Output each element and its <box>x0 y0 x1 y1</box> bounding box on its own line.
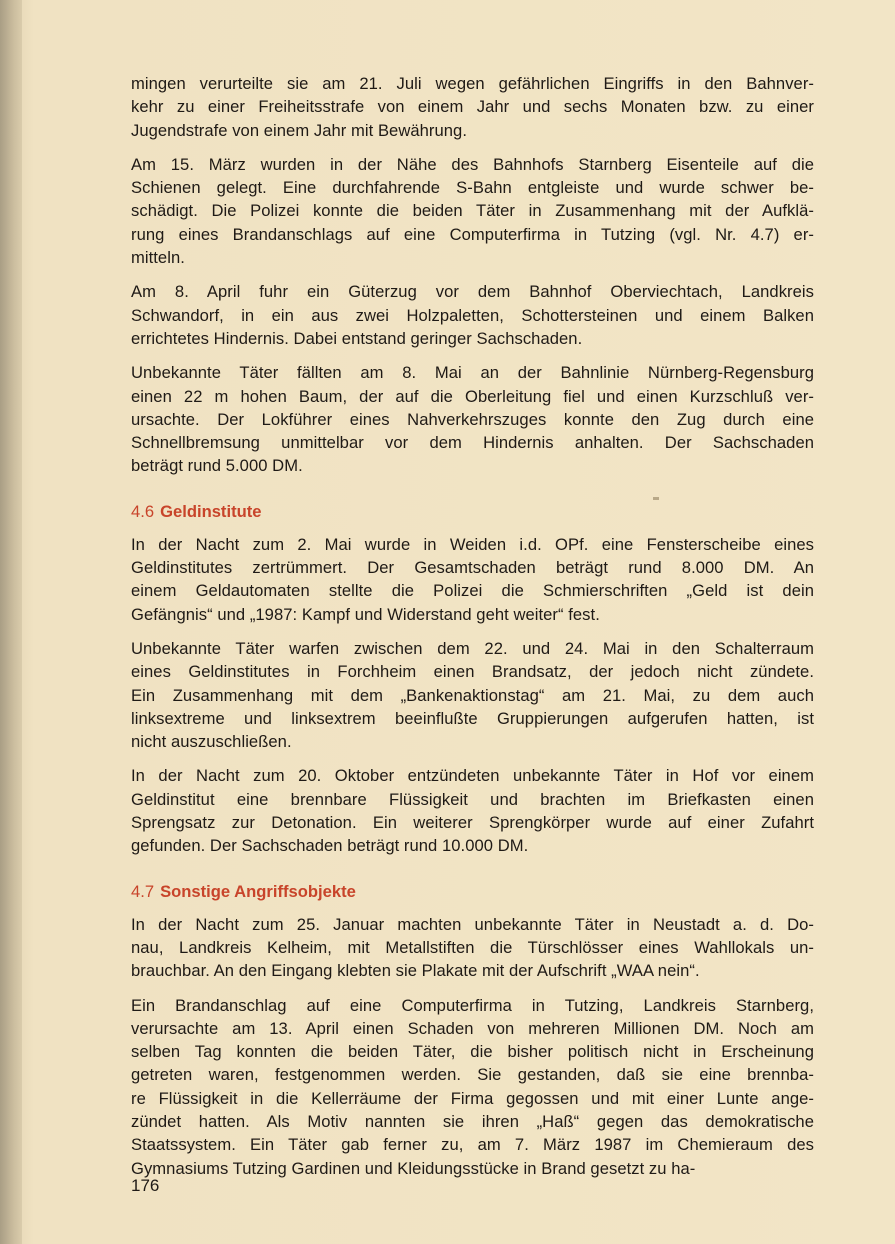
text-line: rung eines Brandanschlags auf eine Computerfirma in Tutzing (vgl. Nr. 4.7) er- <box>131 224 814 244</box>
section-number: 4.7 <box>131 881 155 901</box>
text-line: re Flüssigkeit in die Kellerräume der Firma gegossen und mit einer Lunte ange- <box>131 1088 814 1108</box>
section-number: 4.6 <box>131 501 155 521</box>
text-line: schädigt. Die Polizei konnte die beiden Täter in Zusammenhang mit der Aufklä- <box>131 201 814 221</box>
page-body <box>131 72 814 1191</box>
text-line: Geldinstitut eine brennbare Flüssigkeit und brachten im Briefkasten einen <box>131 789 814 809</box>
text-line: getreten waren, festgenommen werden. Sie gestanden, daß sie eine brennba- <box>131 1065 814 1085</box>
text-line: Sprengsatz zur Detonation. Ein weiterer Sprengkörper wurde auf einer Zufahrt <box>131 813 814 833</box>
text-line: brauchbar. An den Eingang klebten sie Plakate mit der Aufschrift „WAA nein“. <box>131 961 700 981</box>
paragraph <box>131 533 814 626</box>
text-line: Unbekannte Täter warfen zwischen dem 22. und 24. Mai in den Schalterraum <box>131 638 814 658</box>
scan-binding-edge <box>0 0 22 1244</box>
text-line: einen 22 m hohen Baum, der auf die Oberleitung fiel und einen Kurzschluß ver- <box>131 386 814 406</box>
text-line: In der Nacht zum 25. Januar machten unbekannte Täter in Neustadt a. d. Do- <box>131 914 814 934</box>
paragraph <box>131 913 814 983</box>
text-line: Staatssystem. Ein Täter gab ferner zu, am 7. März 1987 im Chemieraum des <box>131 1135 814 1155</box>
text-line: linksextreme und linksextrem beeinflußte Gruppierungen aufgerufen hatten, ist <box>131 708 814 728</box>
text-line: Schwandorf, in ein aus zwei Holzpaletten, Schottersteinen und einem Balken <box>131 305 814 325</box>
section-heading <box>131 880 814 903</box>
text-line: Geldinstitutes zertrümmert. Der Gesamtschaden beträgt rund 8.000 DM. An <box>131 558 814 578</box>
text-line: gefunden. Der Sachschaden beträgt rund 10.000 DM. <box>131 836 529 856</box>
text-line: In der Nacht zum 2. Mai wurde in Weiden i.d. OPf. eine Fensterscheibe eines <box>131 534 814 554</box>
paragraph <box>131 153 814 269</box>
paragraph <box>131 280 814 350</box>
text-line: kehr zu einer Freiheitsstrafe von einem Jahr und sechs Monaten bzw. zu einer <box>131 97 814 117</box>
text-line: nicht auszuschließen. <box>131 732 292 752</box>
paragraph <box>131 361 814 477</box>
paragraph <box>131 72 814 142</box>
text-line: errichtetes Hindernis. Dabei entstand geringer Sachschaden. <box>131 328 583 348</box>
text-line: Schienen gelegt. Eine durchfahrende S-Bahn entgleiste und wurde schwer be- <box>131 178 814 198</box>
section-heading <box>131 500 814 523</box>
text-line: einem Geldautomaten stellte die Polizei die Schmierschriften „Geld ist dein <box>131 581 814 601</box>
text-line: mingen verurteilte sie am 21. Juli wegen gefährlichen Eingriffs in den Bahnver- <box>131 74 814 93</box>
paragraph <box>131 637 814 753</box>
text-line: nau, Landkreis Kelheim, mit Metallstiften die Türschlösser eines Wahllokals un- <box>131 937 814 957</box>
text-line: Schnellbremsung unmittelbar vor dem Hindernis anhalten. Der Sachschaden <box>131 433 814 453</box>
section-title: Sonstige Angriffsobjekte <box>160 881 356 901</box>
page-number: 176 <box>131 1176 160 1195</box>
text-line: Am 15. März wurden in der Nähe des Bahnhofs Starnberg Eisenteile auf die <box>131 154 814 174</box>
text-line: Gefängnis“ und „1987: Kampf und Widerstand geht weiter“ fest. <box>131 604 600 624</box>
text-line: verursachte am 13. April einen Schaden von mehreren Millionen DM. Noch am <box>131 1018 814 1038</box>
text-line: zündet hatten. Als Motiv nannten sie ihren „Haß“ gegen das demokratische <box>131 1111 814 1131</box>
paragraph <box>131 994 814 1180</box>
text-line: mitteln. <box>131 248 185 268</box>
text-line: ursachte. Der Lokführer eines Nahverkehrszuges konnte den Zug durch eine <box>131 409 814 429</box>
text-line: Am 8. April fuhr ein Güterzug vor dem Bahnhof Oberviechtach, Landkreis <box>131 282 814 302</box>
section-title: Geldinstitute <box>160 501 262 521</box>
text-line: eines Geldinstitutes in Forchheim einen Brandsatz, der jedoch nicht zündete. <box>131 662 814 682</box>
text-line: In der Nacht zum 20. Oktober entzündeten unbekannte Täter in Hof vor einem <box>131 766 814 786</box>
text-line: Ein Zusammenhang mit dem „Bankenaktionstag“ am 21. Mai, zu dem auch <box>131 685 814 705</box>
text-line: selben Tag konnten die beiden Täter, die bisher politisch nicht in Erscheinung <box>131 1042 814 1062</box>
text-line: Jugendstrafe von einem Jahr mit Bewährung. <box>131 120 468 140</box>
paragraph <box>131 764 814 857</box>
text-line: Gymnasiums Tutzing Gardinen und Kleidungsstücke in Brand gesetzt zu ha- <box>131 1158 696 1178</box>
text-line: Ein Brandanschlag auf eine Computerfirma in Tutzing, Landkreis Starnberg, <box>131 995 814 1015</box>
text-line: beträgt rund 5.000 DM. <box>131 456 303 476</box>
text-line: Unbekannte Täter fällten am 8. Mai an der Bahnlinie Nürnberg-Regensburg <box>131 363 814 383</box>
